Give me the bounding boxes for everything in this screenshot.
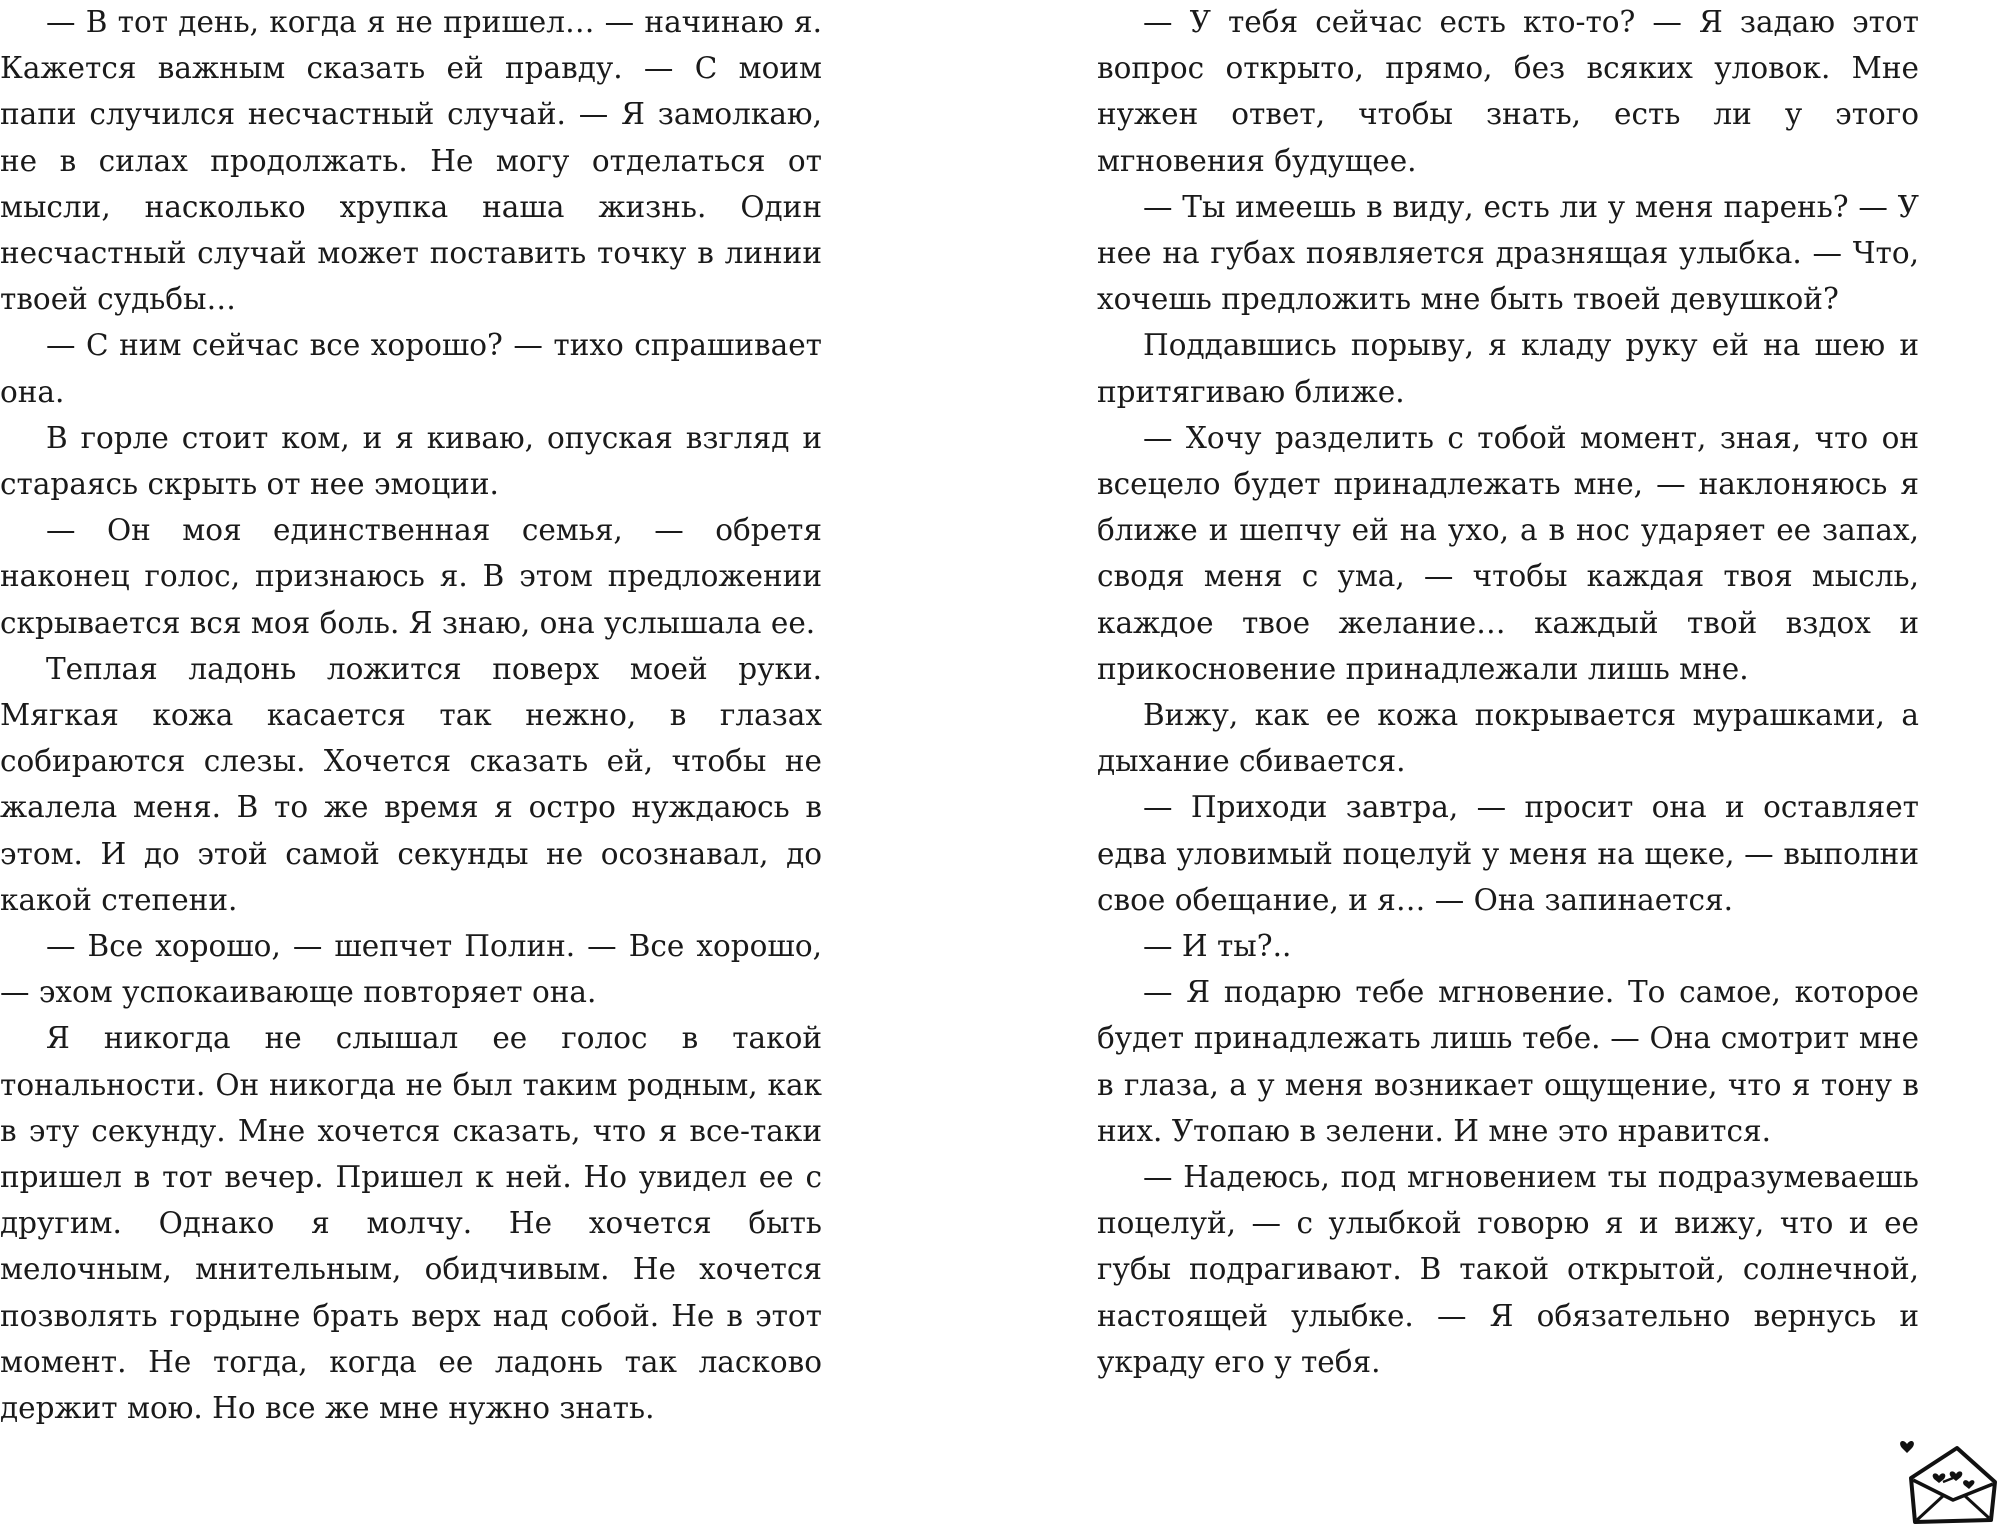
right-page [1097, 0, 1919, 1385]
right-paragraph-7: — И ты?.. [1143, 929, 1292, 964]
right-paragraph-6: — Приходи завтра, — просит она и оставляет едва уловимый поцелуй у меня на щеке, — выполни свое обещание, и я… — Она запинается. [1097, 790, 1919, 917]
left-paragraph-6: — Все хорошо, — шепчет Полин. — Все хорошо, — эхом успокаивающе повторяет она. [0, 929, 822, 1010]
heart-envelope-icon [1899, 1430, 1999, 1526]
right-paragraph-8: — Я подарю тебе мгновение. То самое, которое будет принадлежать лишь тебе. — Она смотрит мне в глаза, а у меня возникает ощущение, что я тону в них. Утопаю в зелени. И мне это нравится. [1097, 975, 1919, 1148]
right-paragraph-2: — Ты имеешь в виду, есть ли у меня парень? — У нее на губах появляется дразнящая улыбка. — Что, хочешь предложить мне быть твоей девушкой? [1097, 189, 1919, 317]
left-paragraph-3: В горле стоит ком, и я киваю, опуская взгляд и стараясь скрыть от нее эмоции. [0, 420, 822, 502]
right-paragraph-3: Поддавшись порыву, я кладу руку ей на шею и притягиваю ближе. [1097, 328, 1919, 409]
left-paragraph-2: — С ним сейчас все хорошо? — тихо спрашивает она. [0, 328, 822, 409]
left-paragraph-7: Я никогда не слышал ее голос в такой тональности. Он никогда не был таким родным, как в эту секунду. Мне хочется сказать, что я все-таки пришел в тот вечер. Пришел к ней. Но увидел ее с другим. Однако я молчу. Не хочется быть мелочным, мнительным, обидчивым. Не хочется позволять гордыне брать верх над собой. Не в этот момент. Не тогда, когда ее ладонь так ласково держит мою. Но все же мне нужно знать. [0, 1021, 822, 1426]
right-paragraph-5: Вижу, как ее кожа покрывается мурашками, а дыхание сбивается. [1097, 698, 1919, 779]
right-paragraph-1: — У тебя сейчас есть кто-то? — Я задаю этот вопрос открыто, прямо, без всяких уловок. Мне нужен ответ, чтобы знать, есть ли у этого мгновения будущее. [1097, 5, 1919, 178]
right-paragraph-9: — Надеюсь, под мгновением ты подразумеваешь поцелуй, — с улыбкой говорю я и вижу, что и ее губы подрагивают. В такой открытой, солнечной, настоящей улыбке. — Я обязательно вернусь и украду его у тебя. [1097, 1160, 1919, 1379]
left-paragraph-5: Теплая ладонь ложится поверх моей руки. Мягкая кожа касается так нежно, в глазах собираются слезы. Хочется сказать ей, чтобы не жалела меня. В то же время я остро нуждаюсь в этом. И до этой самой секунды не осознавал, до какой степени. [0, 651, 822, 917]
left-paragraph-1: — В тот день, когда я не пришел… — начинаю я. Кажется важным сказать ей правду. — С моим папи случился несчастный случай. — Я замолкаю, не в силах продолжать. Не могу отделаться от мысли, насколько хрупка наша жизнь. Один несчастный случай может поставить точку в линии твоей судьбы… [0, 5, 822, 317]
left-page [0, 0, 822, 1431]
right-paragraph-4: — Хочу разделить с тобой момент, зная, что он всецело будет принадлежать мне, — наклоняюсь я ближе и шепчу ей на ухо, а в нос ударяет ее запах, сводя меня с ума, — чтобы каждая твоя мысль, каждое твое желание… каждый твой вздох и прикосновение принадлежали лишь мне. [1097, 420, 1919, 686]
left-paragraph-4: — Он моя единственная семья, — обретя наконец голос, признаюсь я. В этом предложении скрывается вся моя боль. Я знаю, она услышала ее. [0, 513, 822, 640]
